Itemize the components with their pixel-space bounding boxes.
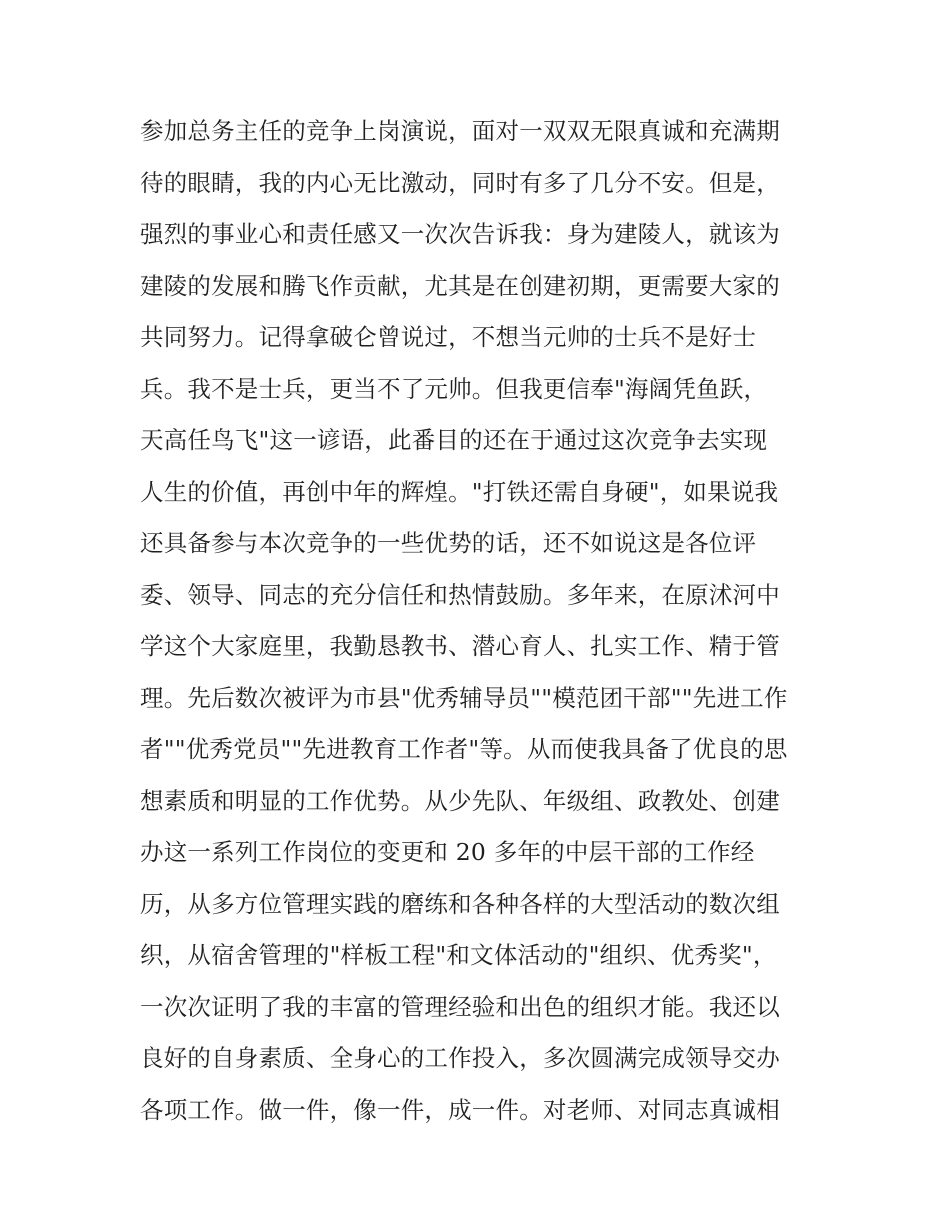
- text-line: 织，从宿舍管理的"样板工程"和文体活动的"组织、优秀奖"，: [140, 941, 777, 969]
- text-line: 建陵的发展和腾飞作贡献，尤其是在创建初期，更需要大家的: [140, 271, 780, 300]
- body-text: [140, 106, 820, 1136]
- text-line: 良好的自身素质、全身心的工作投入，多次圆满完成领导交办: [140, 1044, 780, 1072]
- text-line: 者""优秀党员""先进教育工作者"等。从而使我具备了优良的思: [140, 735, 788, 763]
- text-line: 想素质和明显的工作优势。从少先队、年级组、政教处、创建: [140, 786, 780, 815]
- text-line: 兵。我不是士兵，更当不了元帅。但我更信奉"海阔凭鱼跃，: [140, 374, 768, 403]
- text-line: 一次次证明了我的丰富的管理经验和出色的组织才能。我还以: [140, 992, 780, 1021]
- text-line: 委、领导、同志的充分信任和热情鼓励。多年来，在原沭河中: [140, 580, 780, 609]
- text-line: 人生的价值，再创中年的辉煌。"打铁还需自身硬"，如果说我: [140, 477, 779, 506]
- text-line: 历，从多方位管理实践的磨练和各种各样的大型活动的数次组: [140, 889, 780, 918]
- text-line: 还具备参与本次竞争的一些优势的话，还不如说这是各位评: [140, 529, 757, 557]
- text-line: 各项工作。做一件，像一件，成一件。对老师、对同志真诚相: [140, 1095, 780, 1124]
- text-line: 办这一系列工作岗位的变更和 20 多年的中层干部的工作经: [140, 838, 755, 866]
- text-line: 参加总务主任的竞争上岗演说，面对一双双无限真诚和充满期: [140, 117, 780, 145]
- text-line: 学这个大家庭里，我勤恳教书、潜心育人、扎实工作、精于管: [140, 632, 780, 660]
- text-line: 强烈的事业心和责任感又一次次告诉我：身为建陵人，就该为: [140, 220, 780, 248]
- text-line: 理。先后数次被评为市县"优秀辅导员""模范团干部""先进工作: [140, 683, 788, 712]
- text-line: 待的眼睛，我的内心无比激动，同时有多了几分不安。但是，: [140, 168, 780, 197]
- text-line: 共同努力。记得拿破仑曾说过，不想当元帅的士兵不是好士: [140, 323, 757, 351]
- text-line: 天高任鸟飞"这一谚语，此番目的还在于通过这次竞争去实现: [140, 426, 768, 454]
